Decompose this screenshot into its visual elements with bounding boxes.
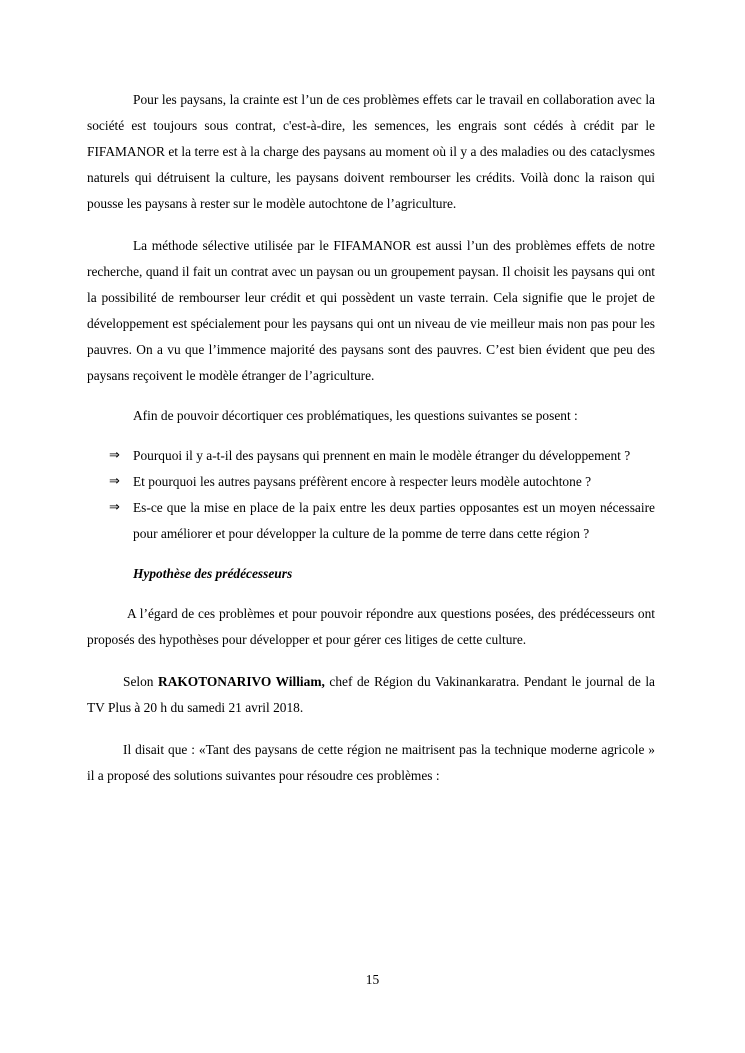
page-number: 15: [365, 972, 380, 987]
selon-suffix: chef de Région du Vakinankaratra. Pendant le journal de la TV Plus à 20 h du samedi 21 avril 2018.: [87, 674, 655, 715]
question-text: Et pourquoi les autres paysans préfèrent encore à respecter leurs modèle autochtone ?: [133, 474, 592, 489]
paragraph-selon: [87, 669, 655, 721]
paragraph-crainte: Pour les paysans, la crainte est l’un de ces problèmes effets car le travail en collaboration avec la société est toujours sous contrat, c'est-à-dire, les semences, les engrais sont cédés à crédit par le FIFAMANOR et la terre est à la charge des paysans au moment où il y a des maladies ou des cataclysmes naturels qui détruisent la culture, les paysans doivent rembourser les crédits. Voilà donc la raison qui pousse les paysans à rester sur le modèle autochtone de l’agriculture.: [87, 92, 655, 211]
question-item: [87, 495, 655, 547]
question-item: [87, 469, 655, 495]
double-arrow-icon: ⇒: [109, 474, 120, 489]
person-name: RAKOTONARIVO William,: [158, 674, 325, 689]
paragraph-questions-intro: Afin de pouvoir décortiquer ces problématiques, les questions suivantes se posent :: [133, 408, 578, 423]
paragraph-predecesseurs: A l’égard de ces problèmes et pour pouvoir répondre aux questions posées, des prédécesseurs ont proposés des hypothèses pour développer et pour gérer ces litiges de cette culture.: [87, 606, 655, 647]
double-arrow-icon: ⇒: [109, 500, 120, 515]
question-item: [87, 443, 655, 469]
question-list: [87, 443, 655, 547]
section-heading: Hypothèse des prédécesseurs: [133, 566, 293, 581]
paragraph-il-disait: Il disait que : «Tant des paysans de cette région ne maitrisent pas la technique moderne agricole » il a proposé des solutions suivantes pour résoudre ces problèmes :: [87, 742, 655, 783]
question-text: Pourquoi il y a-t-il des paysans qui prennent en main le modèle étranger du développement ?: [133, 448, 631, 463]
question-text: Es-ce que la mise en place de la paix entre les deux parties opposantes est un moyen nécessaire pour améliorer et pour développer la culture de la pomme de terre dans cette région ?: [133, 500, 655, 541]
paragraph-methode-selective: La méthode sélective utilisée par le FIFAMANOR est aussi l’un des problèmes effets de notre recherche, quand il fait un contrat avec un paysan ou un groupement paysan. Il choisit les paysans qui ont la possibilité de rembourser leur crédit et qui possèdent un vaste terrain. Cela signifie que le projet de développement est spécialement pour les paysans qui ont un niveau de vie meilleur mais non pas pour les pauvres. On a vu que l’immence majorité des paysans sont des pauvres. C’est bien évident que peu des paysans reçoivent le modèle étranger de l’agriculture.: [87, 238, 655, 383]
double-arrow-icon: ⇒: [109, 448, 120, 463]
document-body: [87, 87, 655, 789]
selon-prefix: Selon: [123, 674, 159, 689]
